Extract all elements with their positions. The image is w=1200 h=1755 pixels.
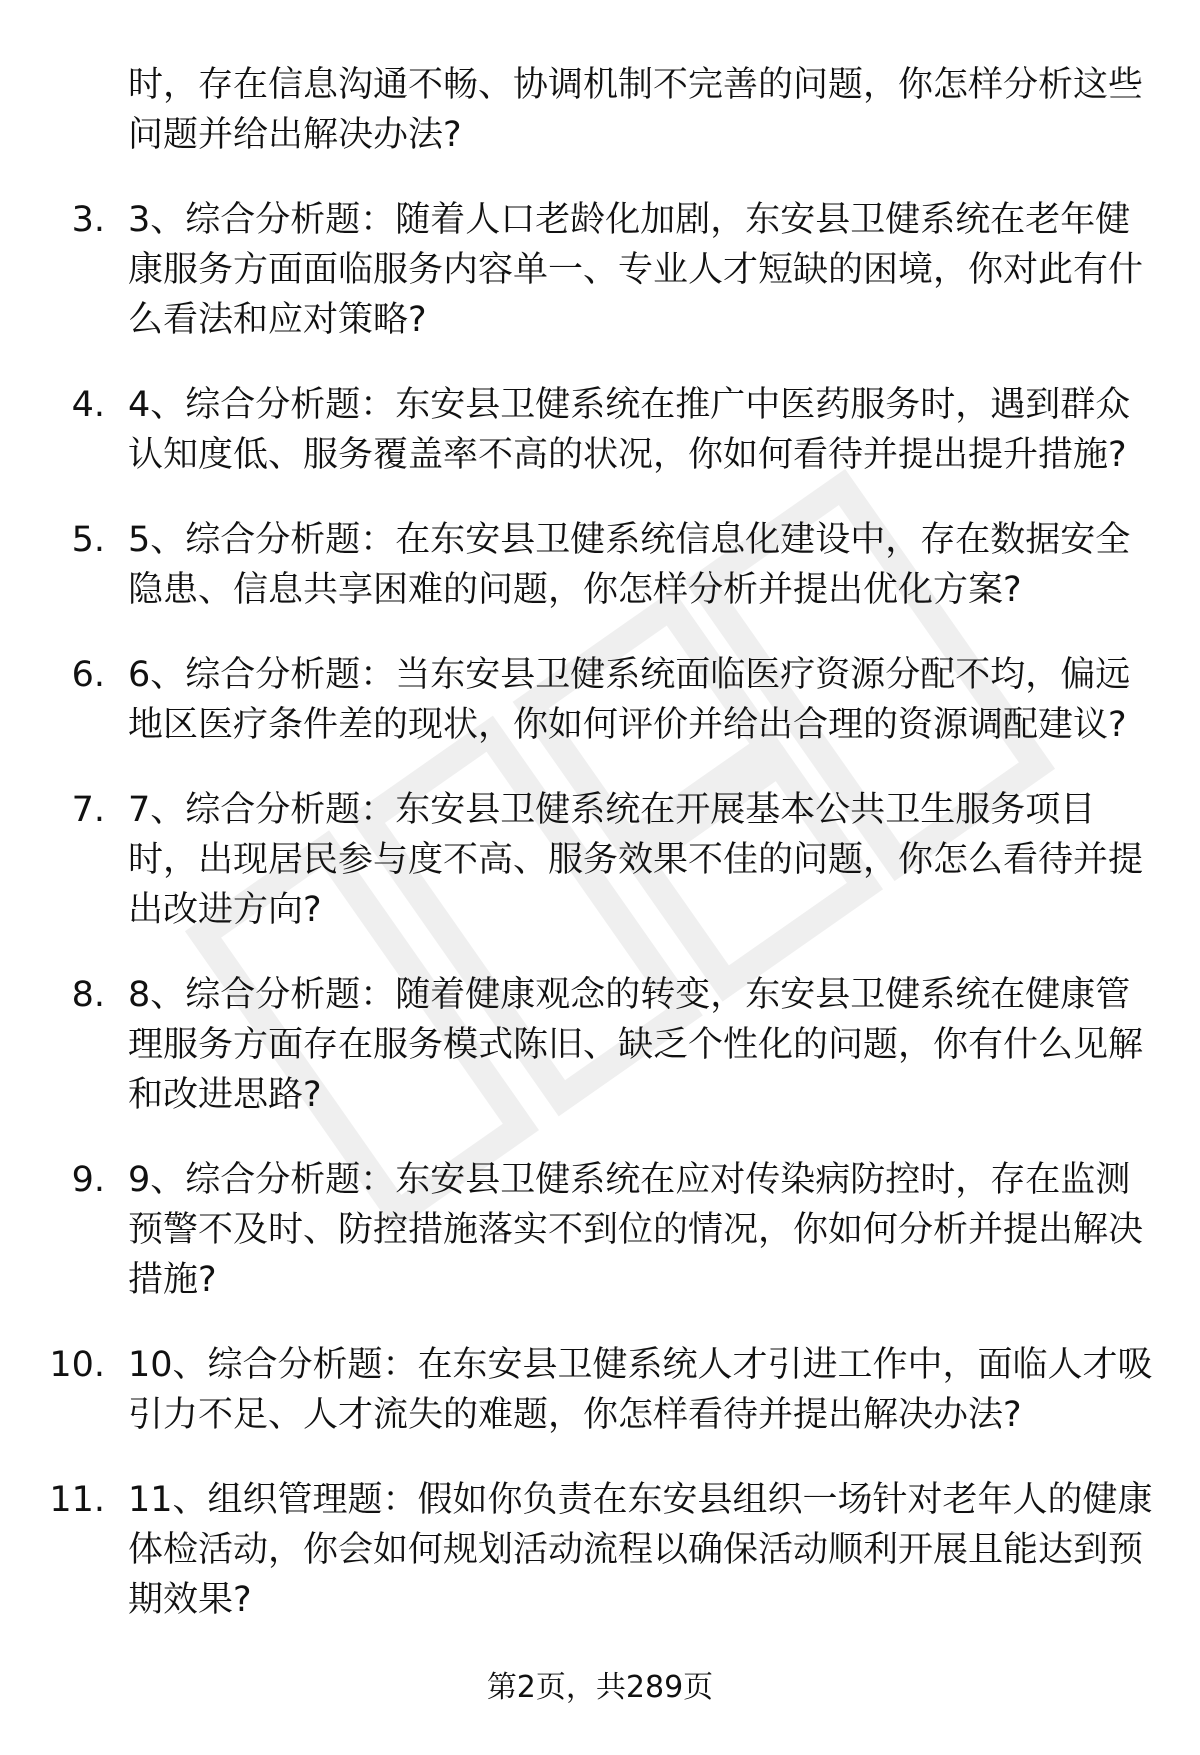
question-number: 6. bbox=[71, 655, 105, 695]
list-item bbox=[0, 380, 1200, 480]
page-footer: 第2页，共289页 bbox=[486, 1670, 714, 1705]
question-number: 11. bbox=[49, 1480, 105, 1520]
question-number: 9. bbox=[71, 1160, 105, 1200]
question-text: 4、综合分析题：东安县卫健系统在推广中医药服务时，遇到群众认知度低、服务覆盖率不高的状况，你如何看待并提出提升措施? bbox=[128, 385, 1131, 475]
list-item-continuation bbox=[0, 60, 1200, 160]
question-number: 5. bbox=[71, 520, 105, 560]
list-item bbox=[0, 515, 1200, 615]
question-text: 10、综合分析题：在东安县卫健系统人才引进工作中，面临人才吸引力不足、人才流失的难题，你怎样看待并提出解决办法? bbox=[128, 1345, 1153, 1435]
question-text: 7、综合分析题：东安县卫健系统在开展基本公共卫生服务项目时，出现居民参与度不高、服务效果不佳的问题，你怎么看待并提出改进方向? bbox=[128, 790, 1144, 930]
list-item bbox=[0, 195, 1200, 345]
question-number: 10. bbox=[49, 1345, 105, 1385]
question-text: 时，存在信息沟通不畅、协调机制不完善的问题，你怎样分析这些问题并给出解决办法? bbox=[128, 65, 1144, 155]
question-text: 9、综合分析题：东安县卫健系统在应对传染病防控时，存在监测预警不及时、防控措施落实不到位的情况，你如何分析并提出解决措施? bbox=[128, 1160, 1144, 1300]
question-number: 8. bbox=[71, 975, 105, 1015]
question-list bbox=[0, 60, 1200, 1660]
list-item bbox=[0, 785, 1200, 935]
list-item bbox=[0, 1155, 1200, 1305]
question-text: 8、综合分析题：随着健康观念的转变，东安县卫健系统在健康管理服务方面存在服务模式陈旧、缺乏个性化的问题，你有什么见解和改进思路? bbox=[128, 975, 1144, 1115]
question-number: 4. bbox=[71, 385, 105, 425]
list-item bbox=[0, 1340, 1200, 1440]
list-item bbox=[0, 650, 1200, 750]
question-number: 7. bbox=[71, 790, 105, 830]
question-text: 6、综合分析题：当东安县卫健系统面临医疗资源分配不均，偏远地区医疗条件差的现状，你如何评价并给出合理的资源调配建议? bbox=[128, 655, 1131, 745]
question-text: 5、综合分析题：在东安县卫健系统信息化建设中，存在数据安全隐患、信息共享困难的问题，你怎样分析并提出优化方案? bbox=[128, 520, 1131, 610]
list-item bbox=[0, 1475, 1200, 1625]
question-text: 11、组织管理题：假如你负责在东安县组织一场针对老年人的健康体检活动，你会如何规划活动流程以确保活动顺利开展且能达到预期效果? bbox=[128, 1480, 1153, 1620]
question-number: 3. bbox=[71, 200, 105, 240]
list-item bbox=[0, 970, 1200, 1120]
question-text: 3、综合分析题：随着人口老龄化加剧，东安县卫健系统在老年健康服务方面面临服务内容单一、专业人才短缺的困境，你对此有什么看法和应对策略? bbox=[128, 200, 1144, 340]
